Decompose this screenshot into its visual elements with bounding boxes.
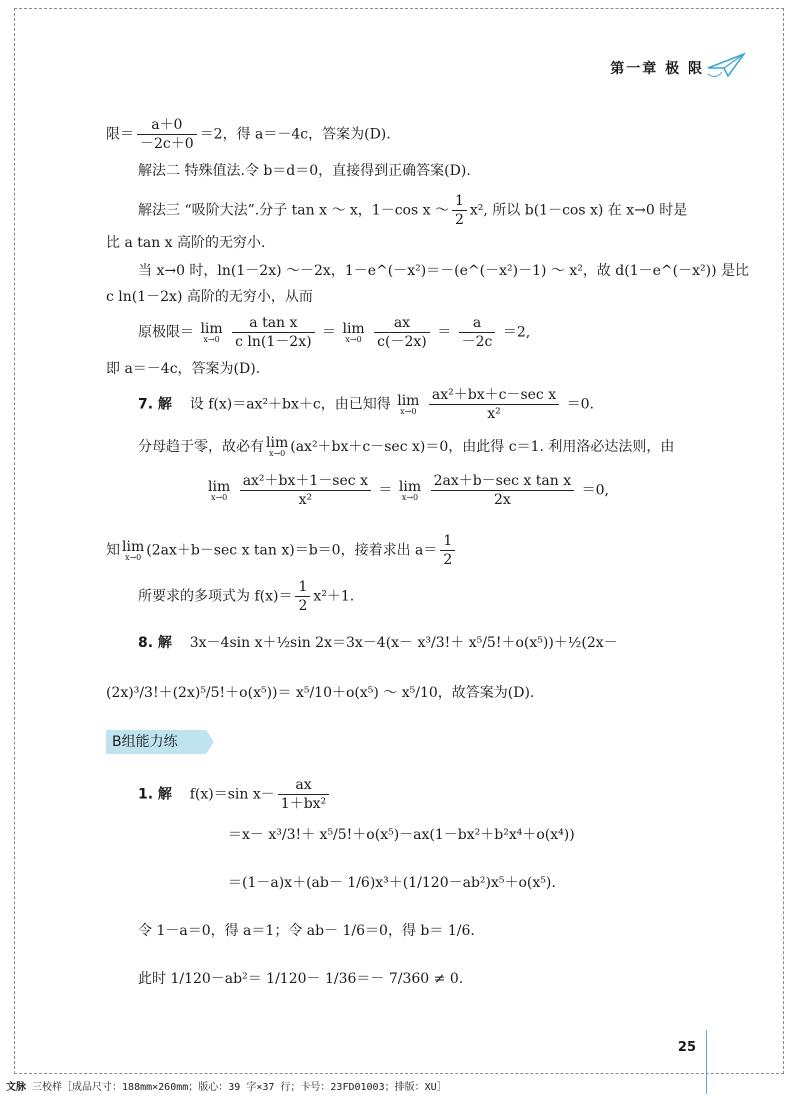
text-line: 即 a＝－4c，答案为(D). [106,361,261,377]
text-line: 分母趋于零，故必有 lim x→0 (ax²＋bx＋c－sec x)＝0，由此得 c＝1. 利用洛必达法则，由 [138,435,675,458]
text-line: (2x)³/3!＋(2x)⁵/5!＋o(x⁵))＝ x⁵/10＋o(x⁵) ～ x⁵/10，故答案为(D). [106,685,535,701]
text-line: 所要求的多项式为 f(x)＝ $\frac{1}{2}$ x²＋1. [138,579,355,614]
text-line: ＝x－ x³/3!＋ x⁵/5!＋o(x⁵)－ax(1－bx²＋b²x⁴＋o(x⁴)) [228,827,575,843]
margin-rule [706,1030,707,1094]
chapter-header: 第一章 极 限 [610,61,704,77]
text-line: 令 1－a＝0，得 a＝1；令 ab－ 1/6＝0，得 b＝ 1/6. [138,923,475,939]
text-line: 限＝ $\frac{a+0}{-2c+0}$ ＝2，得 a＝－4c，答案为(D). [106,117,391,152]
print-footer: 文脉 三校样［成品尺寸：188mm×260mm；版心：39 字×37 行；卡号：23FD01003；排版：XU］ [6,1082,447,1093]
section-heading-b: B组能力练 [106,730,206,754]
text-line: 解法二 特殊值法.令 b＝d＝0，直接得到正确答案(D). [138,163,471,179]
text-line: 当 x→0 时，ln(1－2x) ～－2x，1－e^(－x²)＝－(e^(－x²)－1) ～ x²，故 d(1－e^(－x²)) 是比 [138,263,749,279]
text-line: 此时 1/120－ab²＝ 1/120－ 1/36＝－ 7/360 ≠ 0. [138,971,464,987]
text-line: 原极限＝ lim x→0 $\frac{\text{a tan x}}{\text{c ln(1－2x)}}$ ＝ lim x→0 $\frac{ax}{c(-2x)}$ ＝ $\frac{a}{-2c}$ ＝2, [138,315,531,350]
text-line: 1. 解 f(x)＝sin x－ $\frac{ax}{\text{1＋bx²}}$ [138,778,332,811]
page-number: 25 [677,1040,696,1055]
text-line: 知 lim x→0 (2ax＋b－sec x tan x)＝b＝0，接着求出 a＝ $\frac{1}{2}$ [106,534,458,567]
text-line: c ln(1－2x) 高阶的无穷小，从而 [106,289,313,305]
text-line: 比 a tan x 高阶的无穷小. [106,235,266,251]
text-line: ＝(1－a)x＋(ab－ 1/6)x³＋(1/120－ab²)x⁵＋o(x⁵). [228,875,556,891]
text-line: 解法三 “吸阶大法”.分子 tan x ～ x，1－cos x ～ $\frac{1}{2}$ x², 所以 b(1－cos x) 在 x→0 时是 [138,193,688,228]
text-line: lim x→0 ax²＋bx＋1－sec x x² ＝ lim x→0 2ax＋b－sec x tan x 2x ＝0, [208,473,609,508]
text-line: 7. 解 设 f(x)＝ax²＋bx＋c，由已知得 lim x→0 ax²＋bx＋c－sec x x² ＝0. [138,387,594,422]
paper-plane-icon [706,50,746,80]
text-line: 8. 解 3x－4sin x＋½sin 2x＝3x－4(x－ x³/3!＋ x⁵/5!＋o(x⁵))＋½(2x－ [138,635,618,651]
